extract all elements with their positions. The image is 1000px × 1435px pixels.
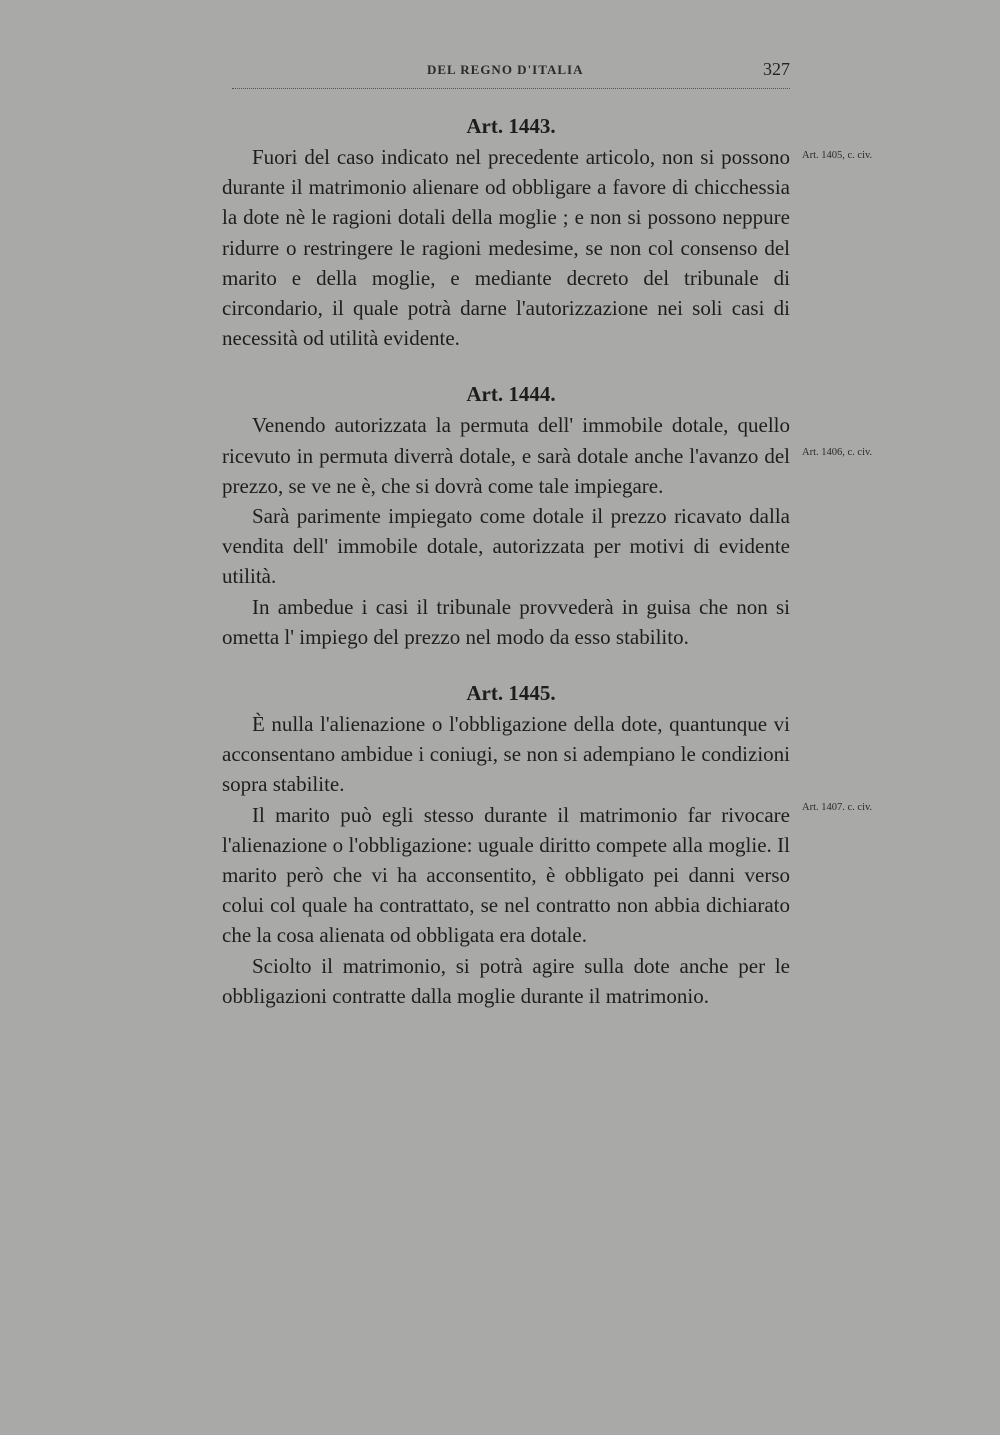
- page-number: 327: [763, 59, 790, 79]
- article-1444: [222, 378, 790, 652]
- article-paragraph: Il marito può egli stesso durante il matrimonio far rivocare l'alienazione o l'obbligazione: uguale diritto compete alla moglie. Il marito però che vi ha acconsentito, è obbligato pei danni verso colui col quale ha contrattato, se nel contratto non abbia dichiarato che la cosa alienata od obbligata era dotale.: [222, 802, 790, 948]
- article-paragraph: Venendo autorizzata la permuta dell' immobile dotale, quello ricevuto in permuta diverrà dotale, e sarà dotale anche l'avanzo del prezzo, se ve ne è, che si dovrà come tale impiegare.: [222, 413, 790, 498]
- article-paragraph: È nulla l'alienazione o l'obbligazione della dote, quantunque vi acconsentano ambidue i coniugi, se non si adempiano le condizioni sopra stabilite.: [222, 712, 790, 797]
- article-paragraph: Sciolto il matrimonio, si potrà agire sulla dote anche per le obbligazioni contratte dalla moglie durante il matrimonio.: [222, 953, 790, 1008]
- text-column: [222, 110, 790, 1011]
- margin-note-1444: Art. 1406, c. civ.: [802, 447, 873, 458]
- article-1445: [222, 677, 790, 1011]
- article-paragraph: Fuori del caso indicato nel precedente articolo, non si possono durante il matrimonio alienare od obbligare a favore di chicchessia la dote nè le ragioni dotali della moglie ; e non si possono neppure ridurre o restringere le ragioni medesime, se non col consenso del marito e della moglie, e mediante decreto del tribunale di circondario, il quale potrà darne l'autorizzazione nei soli casi di necessità od utilità evidente.: [222, 145, 790, 351]
- article-heading: Art. 1444.: [466, 382, 556, 407]
- running-head: [232, 59, 790, 84]
- article-paragraph: In ambedue i casi il tribunale provvederà in guisa che non si ometta l' impiego del prezzo nel modo da esso stabilito.: [222, 594, 790, 649]
- margin-note-1443: Art. 1405, c. civ.: [802, 150, 873, 161]
- article-1443: [222, 110, 790, 353]
- header-rule: [232, 88, 790, 89]
- article-paragraph: Sarà parimente impiegato come dotale il prezzo ricavato dalla vendita dell' immobile dotale, autorizzata per motivi di evidente utilità.: [222, 504, 790, 589]
- running-title: DEL REGNO D'ITALIA: [427, 62, 584, 77]
- article-heading: Art. 1445.: [466, 681, 556, 706]
- margin-note-1445: Art. 1407. c. civ.: [802, 802, 873, 813]
- article-heading: Art. 1443.: [466, 114, 556, 138]
